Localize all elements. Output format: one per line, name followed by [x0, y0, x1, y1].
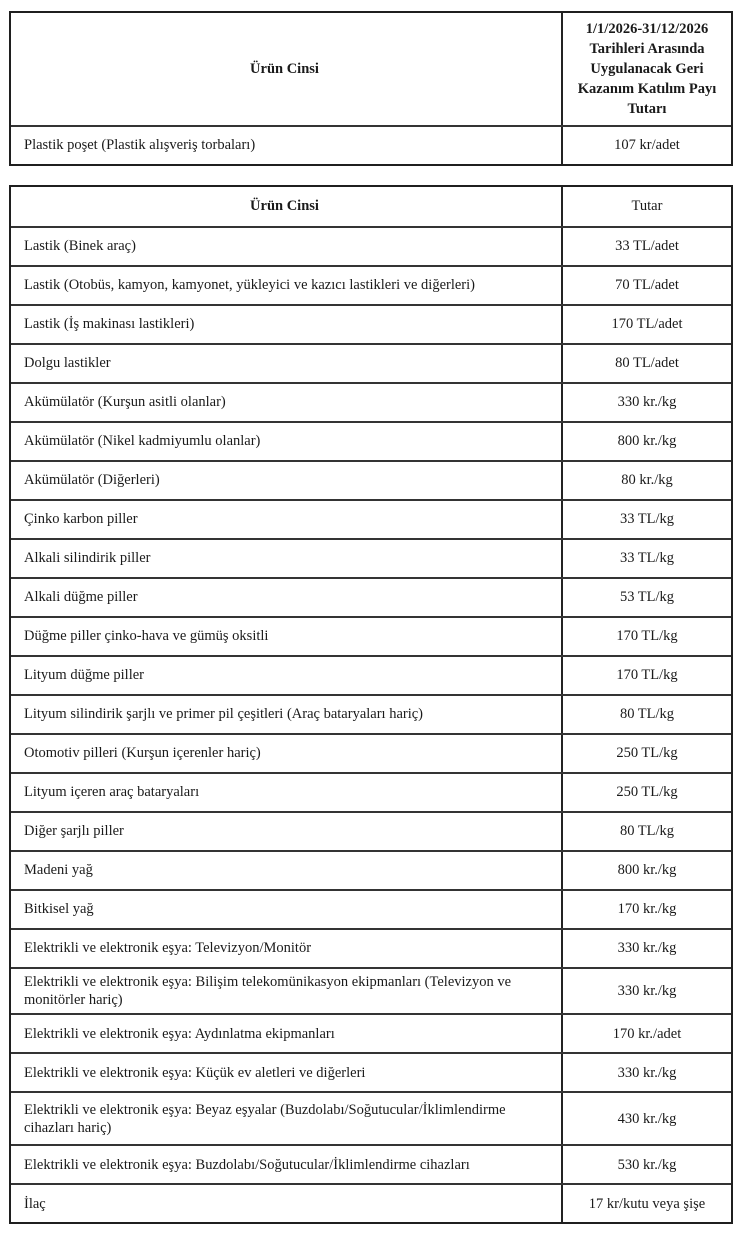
table-row: [11, 694, 731, 733]
plastic-bag-fee-table: [9, 11, 733, 166]
amount-cell: 530 kr./kg: [561, 1146, 731, 1183]
table1-header-row: [11, 13, 731, 125]
table1-header-amount-label: 1/1/2026-31/12/2026 Tarihleri Arasında Uygulanacak Geri Kazanım Katılım Payı Tutarı: [561, 13, 731, 125]
product-cell: Elektrikli ve elektronik eşya: Buzdolabı/Soğutucular/İklimlendirme cihazları: [24, 1156, 470, 1173]
product-cell: Akümülatör (Diğerleri): [24, 472, 160, 489]
table-row: [11, 1144, 731, 1183]
table-row: [11, 889, 731, 928]
table-row: [11, 1013, 731, 1052]
amount-cell: 170 TL/kg: [561, 657, 731, 694]
table-row: [11, 967, 731, 1013]
table-row: [11, 343, 731, 382]
table1-header-product-label: Ürün Cinsi: [250, 60, 319, 77]
product-cell: Lityum içeren araç bataryaları: [24, 784, 200, 801]
amount-cell: 33 TL/kg: [561, 501, 731, 538]
table-row: [11, 538, 731, 577]
product-cell: Elektrikli ve elektronik eşya: Küçük ev aletleri ve diğerleri: [24, 1064, 366, 1081]
product-cell: Plastik poşet (Plastik alışveriş torbaları): [24, 137, 256, 154]
amount-cell: 80 TL/kg: [561, 696, 731, 733]
table-row: [11, 125, 731, 164]
amount-cell: 53 TL/kg: [561, 579, 731, 616]
table-row: [11, 577, 731, 616]
amount-cell: 170 TL/adet: [561, 306, 731, 343]
amount-cell: 800 kr./kg: [561, 852, 731, 889]
amount-cell: 800 kr./kg: [561, 423, 731, 460]
product-cell: Lastik (Otobüs, kamyon, kamyonet, yükleyici ve kazıcı lastikleri ve diğerleri): [24, 277, 475, 294]
amount-cell: 70 TL/adet: [561, 267, 731, 304]
table-row: [11, 1052, 731, 1091]
amount-cell: 80 TL/kg: [561, 813, 731, 850]
product-cell: Akümülatör (Kurşun asitli olanlar): [24, 394, 226, 411]
amount-cell: 170 kr./adet: [561, 1015, 731, 1052]
table-row: [11, 421, 731, 460]
product-cell: Elektrikli ve elektronik eşya: Televizyon/Monitör: [24, 940, 312, 957]
amount-cell: 107 kr/adet: [561, 127, 731, 164]
recycling-fee-table: [9, 185, 733, 1224]
table-row: [11, 382, 731, 421]
amount-cell: 330 kr./kg: [561, 384, 731, 421]
product-cell: Alkali düğme piller: [24, 589, 138, 606]
amount-cell: 250 TL/kg: [561, 735, 731, 772]
amount-cell: 80 kr./kg: [561, 462, 731, 499]
product-cell: Elektrikli ve elektronik eşya: Aydınlatma ekipmanları: [24, 1025, 335, 1042]
amount-cell: 330 kr./kg: [561, 969, 731, 1013]
table2-header-row: [11, 187, 731, 226]
product-cell: Çinko karbon piller: [24, 511, 138, 528]
table-row: [11, 850, 731, 889]
amount-cell: 33 TL/adet: [561, 228, 731, 265]
table-row: [11, 772, 731, 811]
table-row: [11, 304, 731, 343]
product-cell: Lityum düğme piller: [24, 667, 145, 684]
table2-header-amount-label: Tutar: [561, 187, 731, 226]
amount-cell: 430 kr./kg: [561, 1093, 731, 1144]
table-row: [11, 928, 731, 967]
table-row: [11, 265, 731, 304]
amount-cell: 33 TL/kg: [561, 540, 731, 577]
table-row: [11, 1091, 731, 1144]
amount-cell: 330 kr./kg: [561, 1054, 731, 1091]
table-row: [11, 616, 731, 655]
product-cell: Bitkisel yağ: [24, 901, 94, 918]
table-row: [11, 811, 731, 850]
product-cell: Elektrikli ve elektronik eşya: Bilişim telekomünikasyon ekipmanları (Televizyon ve monitörler hariç): [24, 974, 512, 1009]
product-cell: Madeni yağ: [24, 862, 93, 879]
amount-cell: 330 kr./kg: [561, 930, 731, 967]
amount-cell: 17 kr/kutu veya şişe: [561, 1185, 731, 1222]
product-cell: Lastik (Binek araç): [24, 238, 136, 255]
amount-cell: 250 TL/kg: [561, 774, 731, 811]
amount-cell: 170 TL/kg: [561, 618, 731, 655]
product-cell: Düğme piller çinko-hava ve gümüş oksitli: [24, 628, 269, 645]
product-cell: Akümülatör (Nikel kadmiyumlu olanlar): [24, 433, 261, 450]
product-cell: Elektrikli ve elektronik eşya: Beyaz eşyalar (Buzdolabı/Soğutucular/İklimlendirme cihazları hariç): [24, 1101, 506, 1136]
product-cell: Alkali silindirik piller: [24, 550, 151, 567]
table-row: [11, 655, 731, 694]
product-cell: İlaç: [24, 1195, 46, 1212]
product-cell: Diğer şarjlı piller: [24, 823, 124, 840]
product-cell: Otomotiv pilleri (Kurşun içerenler hariç): [24, 745, 261, 762]
amount-cell: 80 TL/adet: [561, 345, 731, 382]
table-row: [11, 460, 731, 499]
product-cell: Lityum silindirik şarjlı ve primer pil çeşitleri (Araç bataryaları hariç): [24, 706, 424, 723]
table-row: [11, 1183, 731, 1222]
amount-cell: 170 kr./kg: [561, 891, 731, 928]
table-row: [11, 733, 731, 772]
table-row: [11, 499, 731, 538]
table-row: [11, 226, 731, 265]
table2-header-product-label: Ürün Cinsi: [250, 198, 319, 215]
product-cell: Lastik (İş makinası lastikleri): [24, 316, 195, 333]
product-cell: Dolgu lastikler: [24, 355, 111, 372]
